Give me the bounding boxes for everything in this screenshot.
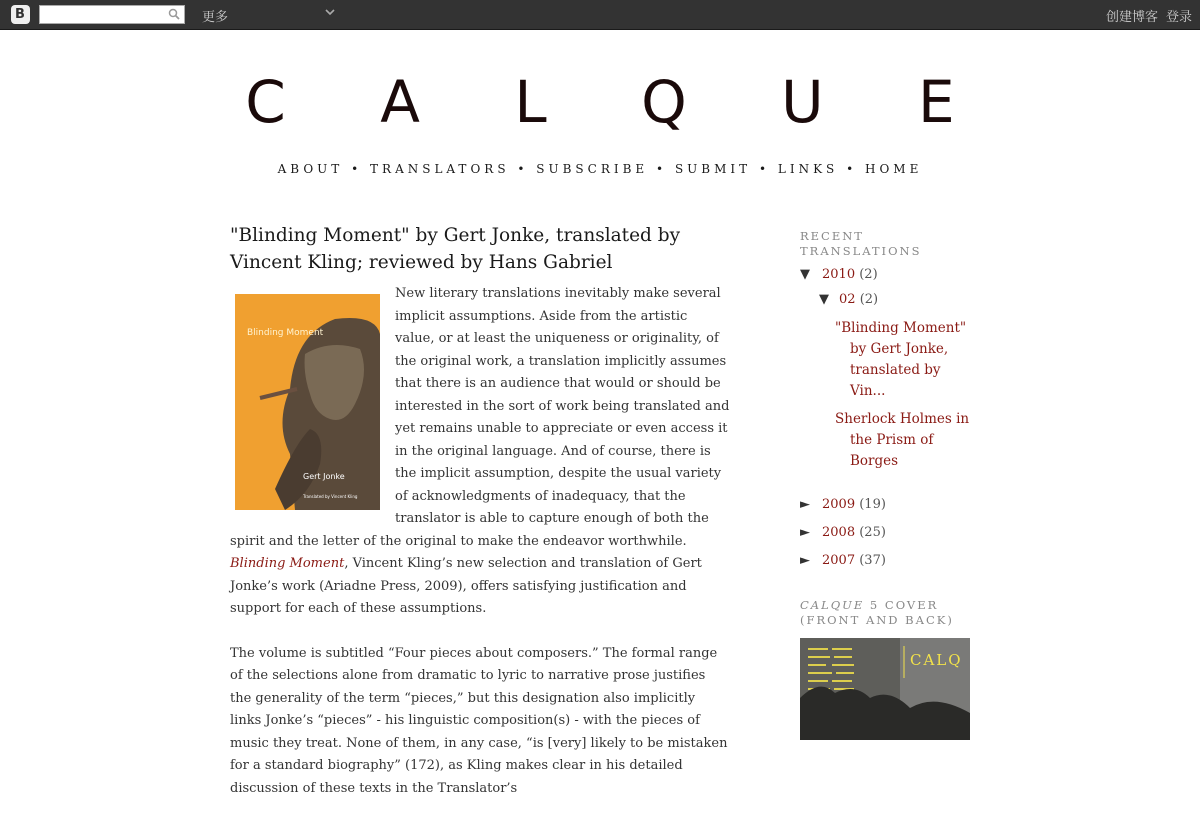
blogger-navbar [0, 0, 1200, 30]
nav-separator: • [351, 162, 363, 176]
create-blog-link[interactable]: 创建博客 [1105, 10, 1158, 25]
post-body [230, 276, 730, 800]
calque-italic-label: CALQUE [800, 598, 865, 612]
cover-translator-text: Translated by Vincent Kling [303, 494, 358, 499]
archive-year-2010 [800, 266, 970, 287]
collapse-toggle-icon[interactable]: ► [800, 525, 810, 540]
calque-cover-heading [800, 598, 970, 628]
book-title-link[interactable]: Blinding Moment [230, 556, 345, 571]
expand-toggle-icon[interactable]: ▼ [800, 267, 810, 282]
calque-back-cover-image[interactable] [800, 638, 970, 740]
collapse-toggle-icon[interactable]: ► [800, 497, 810, 512]
archive-month-02 [800, 291, 970, 312]
navbar-search-input[interactable] [40, 8, 160, 25]
archive-month-link[interactable]: 02 [839, 292, 856, 307]
search-icon[interactable] [168, 8, 180, 20]
post-text: New literary translations inevitably make several implicit assumptions. Aside from the artistic value, or at least the uniqueness or originality, of the original work, a translation implicitly assumes that there is an audience that would or should be interested in the sort of work being translated and yet remains unable to appreciate or even access it in the original language. And of course, there is the implicit assumption, despite the usual variety of acknowledgments of inadequacy, that the translator is able to capture enough of both the spirit and the letter of the original to make the endeavor worthwhile. [230, 286, 730, 549]
archive-year-link[interactable]: 2007 [822, 553, 856, 568]
sidebar [800, 229, 970, 669]
post-text: , Vincent Kling’s new selection and translation of Gert Jonke’s work (Ariadne Press, 2009), offers satisfying justification and support for each of these assumptions. [230, 556, 702, 616]
archive-year-link[interactable]: 2010 [822, 267, 856, 282]
expand-toggle-icon[interactable]: ▼ [819, 292, 829, 307]
nav-link-translators[interactable]: TRANSLATORS [370, 162, 510, 176]
blog-post [230, 222, 730, 822]
archive-count: (19) [859, 497, 886, 512]
navbar-right-links [1098, 6, 1192, 25]
archive-count: (37) [859, 553, 886, 568]
archive-year-2008 [800, 524, 970, 552]
nav-link-about[interactable]: ABOUT [277, 162, 344, 176]
post-title[interactable]: "Blinding Moment" by Gert Jonke, translated by Vincent Kling; reviewed by Hans Gabriel [230, 225, 681, 273]
archive-year-link[interactable]: 2009 [822, 497, 856, 512]
archive-year-2007 [800, 552, 970, 580]
recent-translations-heading: RECENT TRANSLATIONS [800, 229, 922, 258]
chevron-down-icon[interactable] [324, 6, 336, 18]
cover-author-text: Gert Jonke [303, 472, 345, 481]
nav-link-links[interactable]: LINKS [777, 162, 839, 176]
archive-year-link[interactable]: 2008 [822, 525, 856, 540]
nav-separator: • [517, 162, 529, 176]
archive-count: (2) [859, 267, 878, 282]
post-paragraph: The volume is subtitled “Four pieces about composers.” The formal range of the selections alone from dramatic to lyric to narrative prose justifies the generality of the term “pieces,” but this designation also implicitly links Jonke’s “pieces” - his linguistic composition(s) - with the pieces of music they treat. None of them, in any case, “is [very] likely to be mistaken for a standard biography” (172), as Kling makes clear in his detailed discussion of these texts in the Translator’s [230, 645, 728, 796]
nav-link-home[interactable]: HOME [865, 162, 923, 176]
navbar-search-box[interactable] [39, 5, 185, 24]
blogger-logo-icon[interactable]: B [11, 5, 30, 24]
archive-count: (2) [859, 292, 879, 307]
nav-separator: • [656, 162, 668, 176]
archive-post-link[interactable]: Sherlock Holmes in the Prism of Borges [835, 411, 970, 469]
archive-post-list [835, 318, 970, 472]
archive-post-link[interactable]: "Blinding Moment" by Gert Jonke, translated by Vin... [835, 320, 967, 399]
nav-separator: • [758, 162, 771, 176]
nav-link-subscribe[interactable]: SUBSCRIBE [536, 162, 649, 176]
login-link[interactable]: 登录 [1165, 10, 1192, 25]
nav-separator: • [846, 162, 858, 176]
blog-nav [270, 162, 930, 176]
collapse-toggle-icon[interactable]: ► [800, 553, 810, 568]
cover-heading-rest: 5 COVER (FRONT AND BACK) [800, 598, 954, 627]
cover-title-text: Blinding Moment [247, 328, 324, 338]
back-cover-title-text: CALQ [910, 651, 963, 669]
archive-count: (25) [859, 525, 886, 540]
book-cover-image[interactable] [235, 294, 380, 510]
more-menu-label[interactable]: 更多 [202, 10, 229, 25]
archive-year-2009 [800, 496, 970, 524]
nav-link-submit[interactable]: SUBMIT [674, 162, 752, 176]
blog-title[interactable]: C A L Q U E [245, 68, 993, 136]
